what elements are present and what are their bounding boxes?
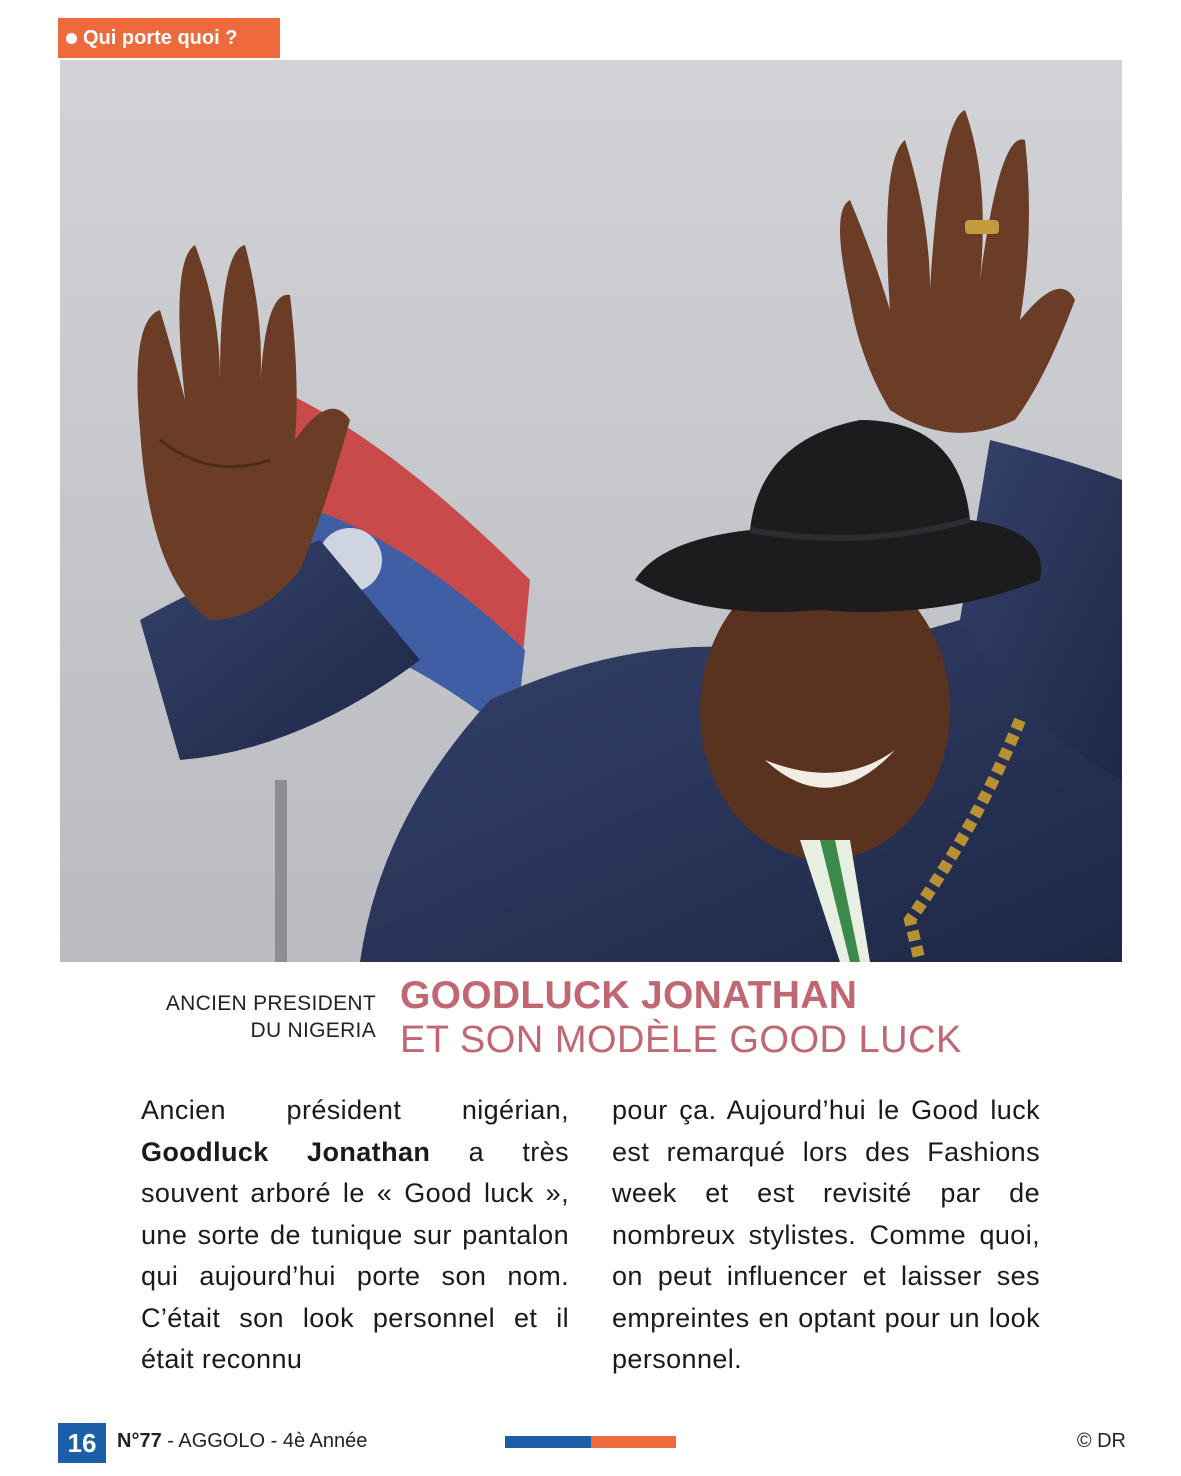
headline-title: GOODLUCK JONATHAN	[400, 974, 858, 1017]
subtitle-line-1: ANCIEN PRESIDENT	[165, 992, 376, 1015]
footer-bar-orange	[591, 1436, 676, 1448]
section-tag	[58, 18, 280, 58]
article-text: pour ça. Aujourd’hui le Good luck est remarqué lors des Fashions week et est revisité par de nombreux stylistes. Comme quoi, on peut influencer et laisser ses empreintes en optant pour un look personnel.	[612, 1095, 1040, 1374]
subtitle	[120, 990, 376, 1044]
headline-subtitle: ET SON MODÈLE GOOD LUCK	[400, 1019, 962, 1061]
footer-bar-blue	[505, 1436, 591, 1448]
page-number: 16	[58, 1423, 106, 1463]
issue-info	[117, 1430, 367, 1453]
section-label: Qui porte quoi ?	[83, 26, 238, 49]
headline	[400, 974, 1140, 1062]
issue-details: - AGGOLO - 4è Année	[161, 1430, 368, 1452]
photo-credit: © DR	[1076, 1430, 1126, 1452]
portrait-photo	[60, 60, 1122, 962]
bullet-icon	[66, 33, 77, 44]
issue-number: N°77	[117, 1430, 162, 1452]
article-name-bold: Goodluck Jonathan	[141, 1136, 431, 1167]
article-text: a très souvent arboré le « Good luck », une sorte de tunique sur pantalon qui aujourd’hui porte son nom. C’était son look personnel et il était reconnu	[141, 1136, 569, 1374]
article-column-left	[141, 1090, 569, 1381]
article-column-right	[612, 1090, 1040, 1381]
article-text: Ancien président nigérian,	[141, 1095, 569, 1125]
subtitle-line-2: DU NIGERIA	[250, 1019, 376, 1042]
